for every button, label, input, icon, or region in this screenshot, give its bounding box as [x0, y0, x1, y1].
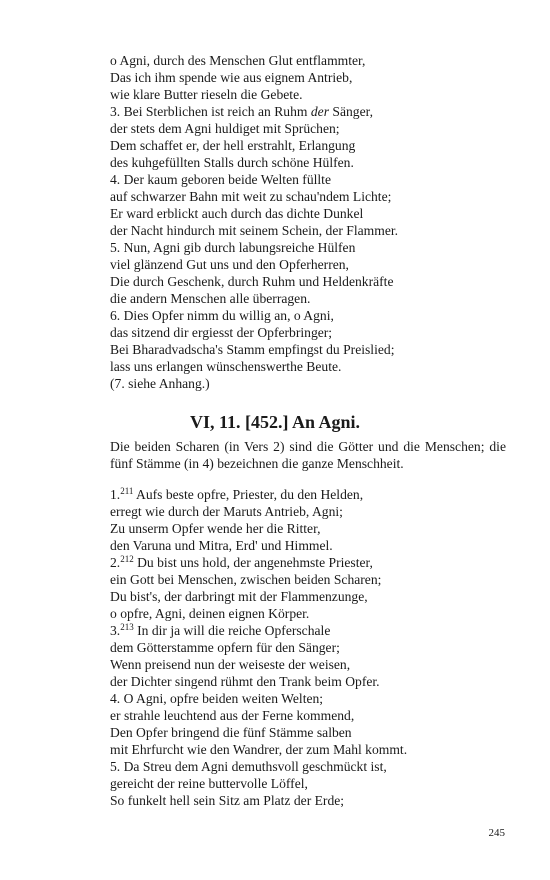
verse-block-bottom [110, 486, 510, 809]
verse-line: mit Ehrfurcht wie den Wandrer, der zum Mahl kommt. [110, 742, 408, 757]
verse-line: o Agni, durch des Menschen Glut entflammter, [110, 53, 366, 68]
verse-line: Den Opfer bringend die fünf Stämme salben [110, 725, 352, 740]
verse-line: Das ich ihm spende wie aus eignem Antrieb, [110, 70, 353, 85]
verse-line: der Nacht hindurch mit seinem Schein, der Flammer. [110, 223, 399, 238]
verse-line: 5. Nun, Agni gib durch labungsreiche Hülfen [110, 240, 356, 255]
verse-line: das sitzend dir ergiesst der Opferbringer; [110, 325, 333, 340]
verse-line: des kuhgefüllten Stalls durch schöne Hülfen. [110, 155, 354, 170]
verse-line: Dem schaffet er, der hell erstrahlt, Erlangung [110, 138, 356, 153]
footnote-marker: 212 [120, 554, 134, 564]
hymn-heading: VI, 11. [452.] An Agni. [189, 412, 361, 432]
verse-line: er strahle leuchtend aus der Ferne kommend, [110, 708, 355, 723]
verse-line: Er ward erblickt auch durch das dichte Dunkel [110, 206, 364, 221]
verse-line: 2.$^{212}$ Du bist uns hold, der angenehmste Priester, [110, 554, 373, 570]
verse-line: wie klare Butter rieseln die Gebete. [110, 87, 303, 102]
verse-line: die andern Menschen alle überragen. [110, 291, 311, 306]
verse-line: 3.$^{213}$ In dir ja will die reiche Opferschale [110, 622, 331, 638]
verse-line: der stets dem Agni huldiget mit Sprüchen; [110, 121, 340, 136]
verse-line: erregt wie durch der Maruts Antrieb, Agni; [110, 504, 343, 519]
verse-line: 3. Bei Sterblichen ist reich an Ruhm der Sänger, [110, 104, 373, 119]
verse-line: Zu unserm Opfer wende her die Ritter, [110, 521, 321, 536]
verse-line: 4. O Agni, opfre beiden weiten Welten; [110, 691, 324, 706]
verse-line: auf schwarzer Bahn mit weit zu schau'ndem Lichte; [110, 189, 392, 204]
verse-line: viel glänzend Gut uns und den Opferherren, [110, 257, 349, 272]
verse-line: der Dichter singend rühmt den Trank beim Opfer. [110, 674, 380, 689]
verse-block-top [110, 52, 510, 392]
verse-line: lass uns erlangen wünschenswerthe Beute. [110, 359, 342, 374]
emphasis: der [310, 104, 329, 119]
page-number: 245 [488, 827, 505, 839]
footnote-marker: 213 [120, 622, 134, 632]
verse-line: den Varuna und Mitra, Erd' und Himmel. [110, 538, 333, 553]
hymn-intro: Die beiden Scharen (in Vers 2) sind die Götter und die Menschen; die fünf Stämme (in 4) bezeichnen die ganze Menschheit. [110, 439, 506, 471]
verse-line: dem Götterstamme opfern für den Sänger; [110, 640, 340, 655]
verse-line: o opfre, Agni, deinen eignen Körper. [110, 606, 310, 621]
verse-line: Bei Bharadvadscha's Stamm empfingst du Preislied; [110, 342, 395, 357]
verse-line: 4. Der kaum geboren beide Welten füllte [110, 172, 331, 187]
verse-line: 6. Dies Opfer nimm du willig an, o Agni, [110, 308, 334, 323]
footnote-marker: 211 [120, 486, 134, 496]
verse-line: Du bist's, der darbringt mit der Flammenzunge, [110, 589, 368, 604]
verse-line: 5. Da Streu dem Agni demuthsvoll geschmückt ist, [110, 759, 387, 774]
verse-line: 1.$^{211}$ Aufs beste opfre, Priester, du den Helden, [110, 486, 364, 502]
verse-line: So funkelt hell sein Sitz am Platz der Erde; [110, 793, 345, 808]
verse-line: gereicht der reine buttervolle Löffel, [110, 776, 308, 791]
verse-line: Die durch Geschenk, durch Ruhm und Heldenkräfte [110, 274, 394, 289]
verse-line: (7. siehe Anhang.) [110, 376, 210, 391]
verse-line: Wenn preisend nun der weiseste der weisen, [110, 657, 351, 672]
verse-line: ein Gott bei Menschen, zwischen beiden Scharen; [110, 572, 382, 587]
